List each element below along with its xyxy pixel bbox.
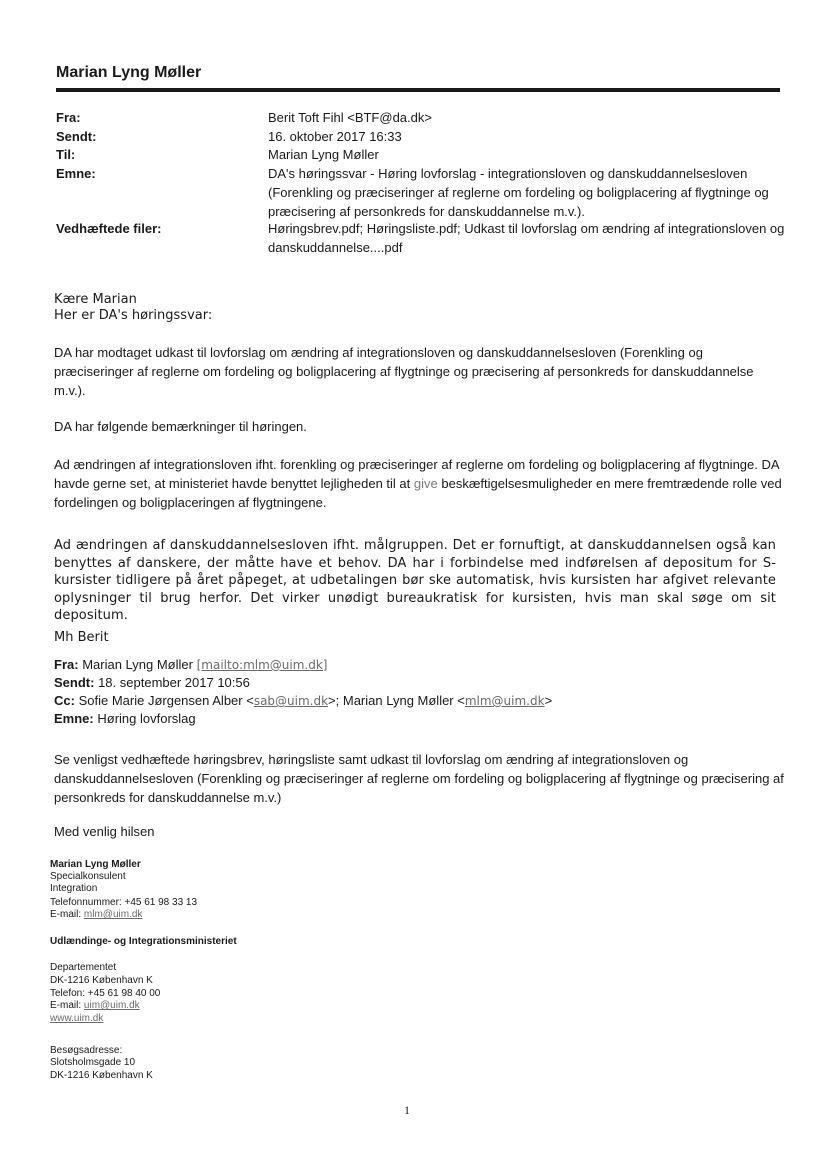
sig-visit-label: Besøgsadresse: [50,1045,123,1056]
paragraph-3-start: Ad ændringen af integrationsloven ifht. forenkling og præciseringer af reglerne om fordeling og boligplacering af flygtninge. DA havde gerne set, at ministeriet havde benyttet lejligheden til at [54,457,779,491]
subject-value: DA's høringssvar - Høring lovforslag - integrationsloven og danskuddannelsesloven (Forenkling og præciseringer af reglerne om fordeling og boligplacering af flygtninge og præcisering af personkreds for danskuddannelse m.v.). [268,166,769,219]
fwd-regards: Med venlig hilsen [54,824,155,839]
sig-unit: Integration [50,883,98,894]
fwd-body: Se venligst vedhæftede høringsbrev, høringsliste samt udkast til lovforslag om ændring af integrationsloven og danskuddannelsesloven (Forenkling og præciseringer af reglerne om fordeling og boligplacering af flygtninge og præcisering af personkreds for danskuddannelse m.v.) [54,752,784,805]
fwd-sent-label: Sendt: [54,675,95,690]
fwd-subject-value: Høring lovforslag [97,711,196,726]
attachments-label: Vedhæftede filer: [56,221,162,236]
sig-dept-email-link[interactable]: uim@uim.dk [83,1000,140,1011]
paragraph-3-end: beskæftigelsesmuligheder en mere fremtrædende rolle ved fordelingen og boligplaceringen af flygtningene. [54,476,782,510]
to-label: Til: [56,147,76,162]
subject-label: Emne: [56,166,96,181]
intro-line: Her er DA's høringssvar: [54,308,213,323]
fwd-subject-line [54,709,784,728]
fwd-cc-email-link-2[interactable]: mlm@uim.dk [464,694,545,708]
fwd-sent-line [54,673,784,692]
fwd-cc-line [54,691,784,711]
sig-title: Specialkonsulent [50,871,126,882]
sig-website-link[interactable]: www.uim.dk [50,1013,104,1024]
sent-label: Sendt: [56,129,97,144]
sig-ministry: Udlændinge- og Integrationsministeriet [50,936,237,947]
fwd-sent-value: 18. september 2017 10:56 [98,675,250,690]
fwd-cc-end: > [544,693,553,708]
sig-name: Marian Lyng Møller [50,859,141,870]
page-number: 1 [404,1103,410,1117]
fwd-subject-label: Emne: [54,711,94,726]
attachments-value[interactable]: Høringsbrev.pdf; Høringsliste.pdf; Udkast til lovforslag om ændring af integrationsloven og danskuddannelse....pdf [268,221,785,255]
from-value: Berit Toft Fihl <BTF@da.dk> [268,110,432,125]
sig-visit-street: Slotsholmsgade 10 [50,1057,136,1068]
paragraph-3-give: give [413,476,438,491]
paragraph-3 [54,455,784,512]
sig-email-link[interactable]: mlm@uim.dk [83,909,143,920]
sig-dept-city: DK-1216 København K [50,975,153,986]
paragraph-1: DA har modtaget udkast til lovforslag om ændring af integrationsloven og danskuddannelsesloven (Forenkling og præciseringer af reglerne om fordeling og boligplacering af flygtninge og præcisering af personkreds for danskuddannelse m.v.). [54,345,754,398]
sig-dept-email-label: E-mail: [50,1000,84,1011]
sig-visit-city: DK-1216 København K [50,1070,153,1081]
header-rule [56,88,780,92]
fwd-from-line [54,655,784,675]
fwd-cc-label: Cc: [54,693,75,708]
fwd-cc-separator: >; Marian Lyng Møller < [328,693,465,708]
sig-email-line [50,909,142,921]
sig-dept-phone: Telefon: +45 61 98 40 00 [50,988,161,999]
sig-phone: Telefonnummer: +45 61 98 33 13 [50,897,198,908]
sig-department: Departementet [50,962,117,973]
fwd-from-label: Fra: [54,657,79,672]
from-label: Fra: [56,110,81,125]
paragraph-2: DA har følgende bemærkninger til høringen. [54,419,307,434]
sig-dept-email-line [50,1000,140,1012]
greeting: Kære Marian [54,292,137,307]
fwd-from-name: Marian Lyng Møller [82,657,193,672]
owner-name: Marian Lyng Møller [56,64,202,81]
closing: Mh Berit [54,630,109,645]
sig-email-label: E-mail: [50,909,84,920]
fwd-from-mailto-link[interactable]: [mailto:mlm@uim.dk] [196,658,328,672]
fwd-cc-email-link-1[interactable]: sab@uim.dk [253,694,329,708]
sent-value: 16. oktober 2017 16:33 [268,129,402,144]
to-value: Marian Lyng Møller [268,147,379,162]
fwd-cc-name-1: Sofie Marie Jørgensen Alber < [78,693,254,708]
paragraph-4: Ad ændringen af danskuddannelsesloven ifht. målgruppen. Det er fornuftigt, at danskuddannelsen også kan benyttes af danskere, der måtte have et behov. DA har i forbindelse med indførelsen af depositum for S-kursister tidligere på året påpeget, at udbetalingen bør ske automatisk, hvis kursisten har afgivet relevante oplysninger til brug herfor. Det virker unødigt bureaukratisk for kursisten, hvis man skal søge om sit depositum. [54,538,776,623]
